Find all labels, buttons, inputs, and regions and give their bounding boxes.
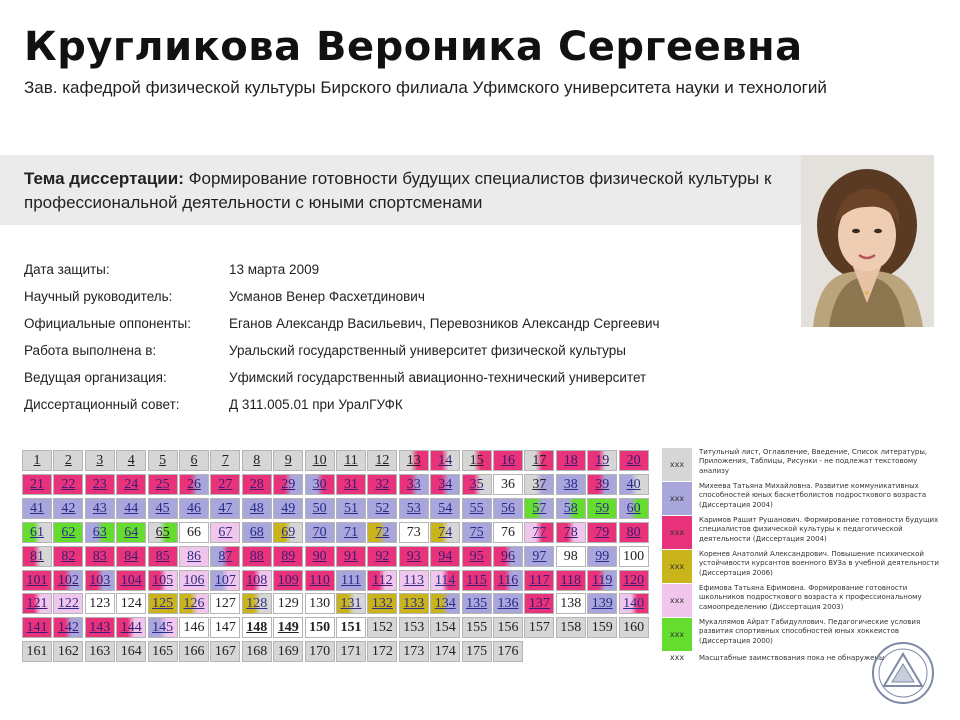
- page-cell: 172: [367, 641, 397, 662]
- page-cell: 15: [462, 450, 492, 471]
- page-cell: 162: [53, 641, 83, 662]
- page-cell: 11: [336, 450, 366, 471]
- page-cell: 77: [524, 522, 554, 543]
- page-cell: 167: [210, 641, 240, 662]
- page-cell: 51: [336, 498, 366, 519]
- page-cell: 27: [210, 474, 240, 495]
- page-cell: 103: [85, 570, 115, 591]
- page-cell: 29: [273, 474, 303, 495]
- page-cell: 64: [116, 522, 146, 543]
- page-cell: 122: [53, 593, 83, 614]
- page-cell: 14: [430, 450, 460, 471]
- page-cell: 133: [399, 593, 429, 614]
- page-cell: 49: [273, 498, 303, 519]
- page-cell: 6: [179, 450, 209, 471]
- page-cell: 141: [22, 617, 52, 638]
- page-cell: 161: [22, 641, 52, 662]
- page-cell: 9: [273, 450, 303, 471]
- legend-text: Титульный лист, Оглавление, Введение, Список литературы, Приложения, Таблицы, Рисунки - не подлежат текстовому анализу: [699, 448, 928, 475]
- page-cell: 26: [179, 474, 209, 495]
- page-cell: 39: [587, 474, 617, 495]
- page-cell: 145: [148, 617, 178, 638]
- page-cell: 67: [210, 522, 240, 543]
- page-cell: 8: [242, 450, 272, 471]
- page-cell: 5: [148, 450, 178, 471]
- page-cell: 165: [148, 641, 178, 662]
- page-cell: 68: [242, 522, 272, 543]
- page-cell: 12: [367, 450, 397, 471]
- page-cell: 132: [367, 593, 397, 614]
- page-cell: 40: [619, 474, 649, 495]
- page-cell: 171: [336, 641, 366, 662]
- page-cell: 155: [462, 617, 492, 638]
- meta-label: Научный руководитель:: [24, 289, 173, 304]
- page-cell: 19: [587, 450, 617, 471]
- page-cell: 63: [85, 522, 115, 543]
- page-cell: 24: [116, 474, 146, 495]
- page-cell: 76: [493, 522, 523, 543]
- page-cell: 128: [242, 593, 272, 614]
- page-cell: 42: [53, 498, 83, 519]
- page-cell: 104: [116, 570, 146, 591]
- page-cell: 116: [493, 570, 523, 591]
- page-cell: 115: [462, 570, 492, 591]
- page-cell: 53: [399, 498, 429, 519]
- page-cell: 70: [305, 522, 335, 543]
- page-cell: 173: [399, 641, 429, 662]
- page-cell: 143: [85, 617, 115, 638]
- page-cell: 79: [587, 522, 617, 543]
- page-cell: 101: [22, 570, 52, 591]
- page-cell: 102: [53, 570, 83, 591]
- legend-swatch: xxx: [662, 652, 692, 664]
- meta-label: Работа выполнена в:: [24, 343, 157, 358]
- legend-swatch: xxx: [662, 584, 692, 617]
- page-cell: 158: [556, 617, 586, 638]
- page-cell: 1: [22, 450, 52, 471]
- page-cell: 142: [53, 617, 83, 638]
- portrait-photo: [801, 155, 934, 327]
- page-cell: 17: [524, 450, 554, 471]
- page-cell: 117: [524, 570, 554, 591]
- page-cell: 71: [336, 522, 366, 543]
- dissertation-theme: [24, 167, 784, 215]
- theme-label: Тема диссертации:: [24, 169, 184, 188]
- page-cell: 13: [399, 450, 429, 471]
- person-position: Зав. кафедрой физической культуры Бирского филиала Уфимского университета науки и технологий: [24, 78, 827, 97]
- legend-swatch: xxx: [662, 618, 692, 651]
- page-cell: 3: [85, 450, 115, 471]
- page-cell: 59: [587, 498, 617, 519]
- page-cell: 164: [116, 641, 146, 662]
- page-cell: 4: [116, 450, 146, 471]
- page-cell: 65: [148, 522, 178, 543]
- page-cell: 30: [305, 474, 335, 495]
- page-cell: 52: [367, 498, 397, 519]
- page-cell: 136: [493, 593, 523, 614]
- page-cell: 112: [367, 570, 397, 591]
- page-cell: 169: [273, 641, 303, 662]
- page-cell: 152: [367, 617, 397, 638]
- page-cell: 36: [493, 474, 523, 495]
- page-cell: 38: [556, 474, 586, 495]
- page-cell: 119: [587, 570, 617, 591]
- page-cell: 78: [556, 522, 586, 543]
- page-cell: 2: [53, 450, 83, 471]
- page-cell: 90: [305, 546, 335, 567]
- page-cell: 18: [556, 450, 586, 471]
- legend-text: Каримов Рашит Рушанович. Формирование готовности будущих специалистов физической культуры к педагогической деятельности (Диссертация 2004): [699, 516, 939, 543]
- page-cell: 58: [556, 498, 586, 519]
- page-cell: 50: [305, 498, 335, 519]
- page-cell: 105: [148, 570, 178, 591]
- page-cell: 109: [273, 570, 303, 591]
- legend-row: [662, 584, 952, 617]
- page-cell: 43: [85, 498, 115, 519]
- page-cell: 89: [273, 546, 303, 567]
- meta-label: Диссертационный совет:: [24, 397, 180, 412]
- page-cell: 35: [462, 474, 492, 495]
- page-cell: 46: [179, 498, 209, 519]
- page-cell: 94: [430, 546, 460, 567]
- page-cell: 176: [493, 641, 523, 662]
- legend-text: Михеева Татьяна Михайловна. Развитие коммуникативных способностей юных баскетболистов подросткового возраста (Диссертация 2004): [699, 482, 927, 509]
- page-cell: 146: [179, 617, 209, 638]
- page-cell: 23: [85, 474, 115, 495]
- page-cell: 83: [85, 546, 115, 567]
- meta-label: Дата защиты:: [24, 262, 110, 277]
- page-cell: 140: [619, 593, 649, 614]
- page-cell: 87: [210, 546, 240, 567]
- page-cell: 75: [462, 522, 492, 543]
- meta-value: 13 марта 2009: [229, 262, 320, 277]
- page-cell: 62: [53, 522, 83, 543]
- page-cell: 96: [493, 546, 523, 567]
- legend-text: Мукаллямов Айрат Габидуллович. Педагогические условия развития спортивных способностей юных хоккеистов (Диссертация 2000): [699, 618, 921, 645]
- meta-value: Уфимский государственный авиационно-технический университет: [229, 370, 647, 385]
- page-cell: 81: [22, 546, 52, 567]
- page-cell: 121: [22, 593, 52, 614]
- page-cell: 31: [336, 474, 366, 495]
- page-cell: 91: [336, 546, 366, 567]
- page-cell: 125: [148, 593, 178, 614]
- person-name: Кругликова Вероника Сергеевна: [24, 24, 803, 70]
- page-cell: 25: [148, 474, 178, 495]
- page-cell: 138: [556, 593, 586, 614]
- page-cell: 22: [53, 474, 83, 495]
- page-cell: 20: [619, 450, 649, 471]
- legend-row: [662, 516, 952, 549]
- page-cell: 137: [524, 593, 554, 614]
- page-cell: 131: [336, 593, 366, 614]
- page-cell: 106: [179, 570, 209, 591]
- page-cell: 147: [210, 617, 240, 638]
- page-cell: 10: [305, 450, 335, 471]
- page-cell: 7: [210, 450, 240, 471]
- page-cell: 34: [430, 474, 460, 495]
- page-cell: 127: [210, 593, 240, 614]
- page-cell: 135: [462, 593, 492, 614]
- page-cell: 95: [462, 546, 492, 567]
- page-cell: 168: [242, 641, 272, 662]
- page-cell: 85: [148, 546, 178, 567]
- page-cell: 100: [619, 546, 649, 567]
- page-cell: 54: [430, 498, 460, 519]
- legend-text: Ефимова Татьяна Ефимовна. Формирование готовности школьников подросткового возраста к профессиональному самоопределению (Диссертация 2003): [699, 584, 922, 611]
- page-cell: 93: [399, 546, 429, 567]
- page-cell: 113: [399, 570, 429, 591]
- page-cell: 157: [524, 617, 554, 638]
- legend-row: [662, 482, 952, 515]
- page-cell: 74: [430, 522, 460, 543]
- page-cell: 123: [85, 593, 115, 614]
- page-cell: 57: [524, 498, 554, 519]
- page-cell: 144: [116, 617, 146, 638]
- meta-label: Официальные оппоненты:: [24, 316, 191, 331]
- page-cell: 73: [399, 522, 429, 543]
- page-cell: 160: [619, 617, 649, 638]
- meta-value: Д 311.005.01 при УралГУФК: [229, 397, 403, 412]
- legend-swatch: xxx: [662, 550, 692, 583]
- page-cell: 134: [430, 593, 460, 614]
- page-cell: 48: [242, 498, 272, 519]
- page-cell: 148: [242, 617, 272, 638]
- legend-swatch: xxx: [662, 482, 692, 515]
- page-cell: 156: [493, 617, 523, 638]
- page-cell: 44: [116, 498, 146, 519]
- page-cell: 99: [587, 546, 617, 567]
- page-cell: 153: [399, 617, 429, 638]
- page-cell: 41: [22, 498, 52, 519]
- page-cell: 149: [273, 617, 303, 638]
- page-cell: 130: [305, 593, 335, 614]
- page-cell: 21: [22, 474, 52, 495]
- page-cell: 45: [148, 498, 178, 519]
- page-cell: 107: [210, 570, 240, 591]
- page-cell: 166: [179, 641, 209, 662]
- page-cell: 174: [430, 641, 460, 662]
- page-cell: 163: [85, 641, 115, 662]
- page-cell: 108: [242, 570, 272, 591]
- page-cell: 56: [493, 498, 523, 519]
- page-cell: 151: [336, 617, 366, 638]
- page-cell: 61: [22, 522, 52, 543]
- page-cell: 98: [556, 546, 586, 567]
- page-cell: 84: [116, 546, 146, 567]
- legend-row: [662, 550, 952, 583]
- page-cell: 170: [305, 641, 335, 662]
- page-cell: 60: [619, 498, 649, 519]
- page-cell: 114: [430, 570, 460, 591]
- legend-text: Коренев Анатолий Александрович. Повышение психической устойчивости курсантов военного ВУЗа в учебной деятельности (Диссертация 2006): [699, 550, 939, 577]
- page-cell: 55: [462, 498, 492, 519]
- page-cell: 92: [367, 546, 397, 567]
- page-cell: 86: [179, 546, 209, 567]
- page-cell: 118: [556, 570, 586, 591]
- meta-value: Уральский государственный университет физической культуры: [229, 343, 626, 358]
- page-cell: 111: [336, 570, 366, 591]
- page-cell: 124: [116, 593, 146, 614]
- page-cell: 69: [273, 522, 303, 543]
- meta-value: Усманов Венер Фасхетдинович: [229, 289, 425, 304]
- page-cell: 82: [53, 546, 83, 567]
- page-cell: 126: [179, 593, 209, 614]
- page-cell: 47: [210, 498, 240, 519]
- page-cell: 159: [587, 617, 617, 638]
- theme-text: Формирование готовности будущих специалистов физической культуры к профессиональной деятельности с юными спортсменами: [24, 169, 772, 212]
- page-cell: 16: [493, 450, 523, 471]
- page-cell: 110: [305, 570, 335, 591]
- page-cell: 154: [430, 617, 460, 638]
- page-cell: 72: [367, 522, 397, 543]
- legend-swatch: xxx: [662, 448, 692, 481]
- page-cell: 88: [242, 546, 272, 567]
- page-cell: 28: [242, 474, 272, 495]
- page-cell: 80: [619, 522, 649, 543]
- dissernet-stamp: [870, 640, 936, 706]
- page-cell: 33: [399, 474, 429, 495]
- page-cell: 97: [524, 546, 554, 567]
- page-cell: 175: [462, 641, 492, 662]
- page-cell: 37: [524, 474, 554, 495]
- legend-swatch: xxx: [662, 516, 692, 549]
- legend-text: Масштабные заимствования пока не обнаружены: [699, 654, 885, 662]
- page-cell: 129: [273, 593, 303, 614]
- page-cell: 150: [305, 617, 335, 638]
- legend-row: [662, 448, 952, 481]
- page-cell: 32: [367, 474, 397, 495]
- meta-value: Еганов Александр Васильевич, Перевозников Александр Сергеевич: [229, 316, 660, 331]
- page-cell: 120: [619, 570, 649, 591]
- meta-label: Ведущая организация:: [24, 370, 167, 385]
- page-cell: 139: [587, 593, 617, 614]
- page-cell: 66: [179, 522, 209, 543]
